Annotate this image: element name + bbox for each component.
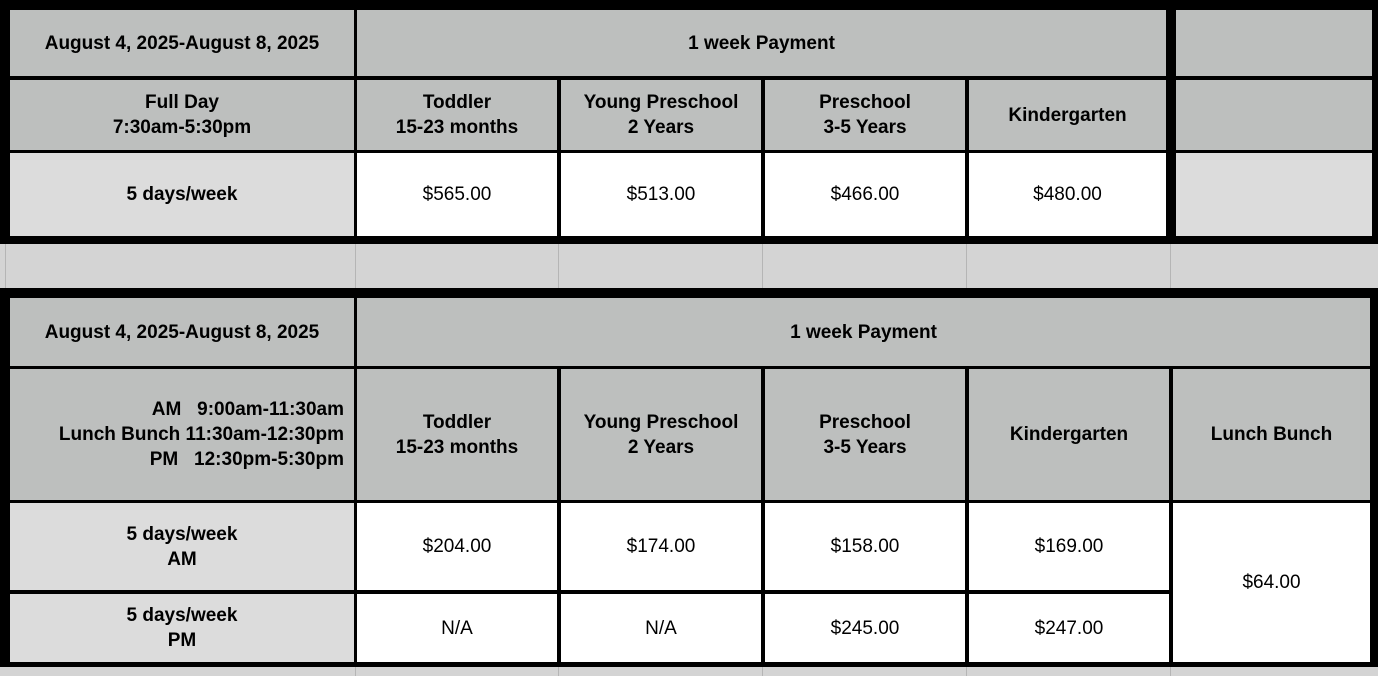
column-title: Lunch Bunch [1210,424,1333,445]
table-border [557,369,561,662]
column-header-preschool [765,369,965,500]
price-value: $513.00 [626,184,696,205]
price-value: $158.00 [830,536,900,557]
empty-header-cell [1176,10,1372,76]
column-title: Young Preschool [583,92,739,113]
price-cell [561,153,761,236]
column-header-kindergarten [969,369,1169,500]
column-title: Toddler [422,411,492,433]
table-border [965,369,969,662]
table-border [761,369,765,662]
price-cell [561,594,761,662]
column-header-toddler [357,80,557,150]
price-value: $245.00 [830,617,900,639]
column-header-lunch-bunch [1173,369,1370,500]
column-subtitle: 15-23 months [395,117,519,138]
price-cell [969,153,1166,236]
column-subtitle: 2 Years [627,436,695,458]
table-border [0,0,1378,10]
table-border [10,500,1370,503]
table-border [761,80,765,236]
price-cell [765,503,965,590]
schedule-hours: 7:30am-5:30pm [112,117,252,138]
schedule-label: Full Day [145,92,219,113]
date-range-header [10,10,354,76]
column-title: Kindergarten [1009,424,1129,445]
gridline [5,240,6,290]
lunch-bunch-price-cell [1173,503,1370,662]
table-border [354,10,357,236]
price-cell [357,503,557,590]
column-header-preschool [765,80,965,150]
table-border [0,662,1378,667]
payment-header [357,10,1166,76]
column-title: Preschool [819,92,911,113]
row-label-session: PM [167,630,197,651]
gridline [966,240,967,290]
date-range-text: August 4, 2025-August 8, 2025 [44,321,320,343]
column-subtitle: 3-5 Years [823,117,907,138]
date-range-header [10,298,354,366]
gridline [762,666,763,676]
date-range-text: August 4, 2025-August 8, 2025 [44,32,320,54]
gridline [1170,240,1171,290]
price-value: N/A [645,617,677,639]
price-value: N/A [441,617,473,639]
row-label [10,153,354,236]
table-border [965,80,969,236]
schedule-am: AM 9:00am-11:30am [151,399,344,420]
table-border [1370,288,1378,667]
price-value: $466.00 [830,184,900,205]
payment-header [357,298,1370,366]
table-border [354,298,357,662]
row-label-text: 5 days/week [126,523,238,545]
column-subtitle: 2 Years [627,117,695,138]
table-border [0,288,10,667]
table-border [1169,369,1173,662]
price-value: $204.00 [422,536,492,557]
price-cell [561,503,761,590]
table-border [0,0,10,244]
gridline [1170,666,1171,676]
empty-header-cell [1176,80,1372,150]
column-title: Young Preschool [583,411,739,433]
column-subtitle: 3-5 Years [823,436,907,458]
payment-header-text: 1 week Payment [790,321,937,343]
price-cell [765,594,965,662]
column-header-young-preschool [561,369,761,500]
price-cell [357,594,557,662]
row-label-text: 5 days/week [126,184,238,205]
price-cell [969,503,1169,590]
column-subtitle: 15-23 months [395,436,519,458]
table-border [10,590,1173,594]
table-border [1166,10,1176,236]
column-header-young-preschool [561,80,761,150]
gridline [558,666,559,676]
table-border [0,236,1378,244]
schedule-header [10,369,354,500]
schedule-lunch: Lunch Bunch 11:30am-12:30pm [58,424,344,445]
price-value: $247.00 [1034,617,1104,639]
column-header-kindergarten [969,80,1166,150]
column-header-toddler [357,369,557,500]
row-label-session: AM [167,548,197,570]
row-label-text: 5 days/week [126,605,238,626]
gridline [558,240,559,290]
price-value: $169.00 [1034,536,1104,557]
gridline [966,666,967,676]
price-cell [765,153,965,236]
price-cell [969,594,1169,662]
column-title: Preschool [819,411,911,433]
schedule-pm: PM 12:30pm-5:30pm [149,449,344,470]
price-value: $565.00 [422,184,492,205]
row-label-am [10,503,354,590]
payment-header-text: 1 week Payment [688,32,835,54]
table-border [1372,10,1378,236]
column-title: Toddler [422,92,492,113]
price-value: $174.00 [626,536,696,557]
price-value: $64.00 [1242,572,1301,593]
table-border [0,288,1378,298]
gridline [355,666,356,676]
empty-cell [1176,153,1372,236]
table-border [557,80,561,236]
gridline [762,240,763,290]
schedule-header [10,80,354,150]
row-label-pm [10,594,354,662]
price-value: $480.00 [1033,184,1102,205]
gridline [355,240,356,290]
price-cell [357,153,557,236]
table-border [10,366,1370,369]
column-title: Kindergarten [1008,104,1127,126]
